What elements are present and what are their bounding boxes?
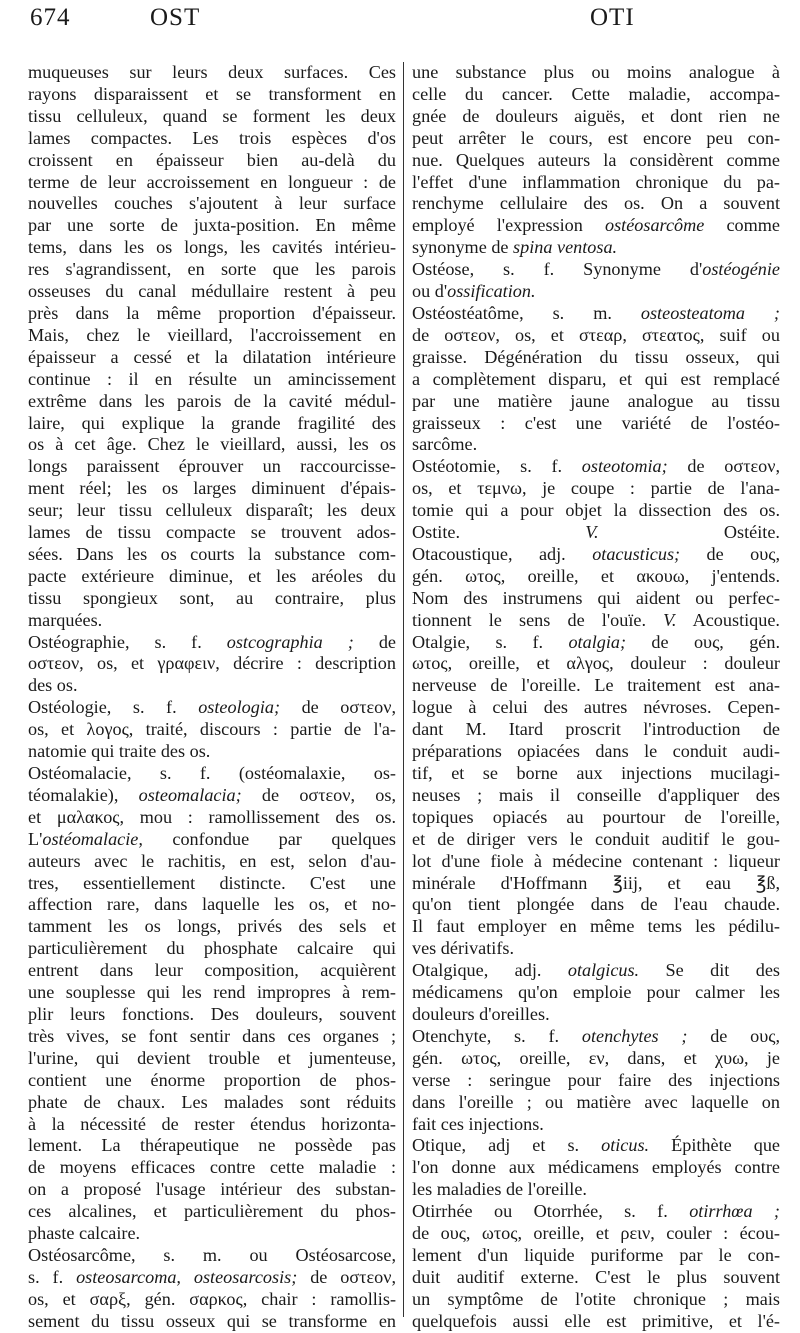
text-line xyxy=(28,193,396,215)
line-text: dant M. Itard proscrit l'introduction de xyxy=(412,719,780,740)
line-text-tail: Acoustique. xyxy=(676,609,780,630)
line-text: Otenchyte, s. f. xyxy=(412,1025,582,1046)
text-line xyxy=(28,588,396,610)
text-line xyxy=(28,106,396,128)
text-line xyxy=(412,938,780,960)
text-line xyxy=(412,1048,780,1070)
text-line xyxy=(412,588,780,610)
line-text-tail: comme xyxy=(704,215,780,236)
text-line xyxy=(412,1157,780,1179)
line-text-tail: de οστεον, os, xyxy=(241,784,397,805)
text-line xyxy=(412,960,780,982)
text-line xyxy=(412,1311,780,1333)
line-text: nouvelles couches s'ajoutent à leur surface xyxy=(28,193,396,214)
line-text: verse : seringue pour faire des injections xyxy=(412,1069,780,1090)
line-text: tissu celluleux, quand se forment les deux xyxy=(28,105,396,126)
text-line xyxy=(28,62,396,84)
line-italic: V. xyxy=(585,522,599,543)
line-text-tail: Se dit des xyxy=(639,960,780,981)
line-text: nue. Quelques auteurs la considèrent comme xyxy=(412,149,780,170)
text-line xyxy=(28,215,396,237)
text-line xyxy=(28,281,396,303)
line-italic: oticus. xyxy=(601,1135,650,1156)
text-line xyxy=(28,763,396,785)
text-line xyxy=(28,1070,396,1092)
line-text: graisseux : c'est une variété de l'ostéo- xyxy=(412,412,780,433)
line-italic: V. xyxy=(663,609,677,630)
line-text: os, et λογος, traité, discours : partie de l'a- xyxy=(28,719,396,740)
text-line xyxy=(28,522,396,544)
line-text: tres, essentiellement distincte. C'est une xyxy=(28,872,396,893)
text-line xyxy=(412,785,780,807)
line-text: duit auditif externe. C'est le plus souvent xyxy=(412,1266,780,1287)
text-line xyxy=(412,84,780,106)
text-line xyxy=(412,632,780,654)
line-text: Ostite. xyxy=(412,522,586,543)
line-text: os, et σαρξ, gén. σαρκος, chair : ramollis- xyxy=(28,1288,396,1309)
line-text: os à cet âge. Chez le vieillard, aussi, les os xyxy=(28,434,396,455)
line-text: contient une énorme proportion de phos- xyxy=(28,1069,396,1090)
line-text: tionnent le sens de l'ouïe. xyxy=(412,609,664,630)
text-line xyxy=(412,1092,780,1114)
left-column xyxy=(28,62,396,1333)
text-line xyxy=(28,873,396,895)
text-line xyxy=(28,369,396,391)
line-text: synonyme de xyxy=(412,237,514,258)
line-text: a complètement disparu, et qui est remplacé xyxy=(412,368,780,389)
line-text: Ostéotomie, s. f. xyxy=(412,456,582,477)
line-text: longs paraissent éprouver un raccourcisse- xyxy=(28,456,396,477)
line-italic: osteologia; xyxy=(198,697,281,718)
line-text: terme de leur accroissement en longueur : de xyxy=(28,171,396,192)
text-line xyxy=(28,478,396,500)
line-text: s. f. xyxy=(28,1266,77,1287)
text-line xyxy=(28,1048,396,1070)
column-divider xyxy=(403,62,404,1317)
text-line xyxy=(412,1201,780,1223)
line-text: particulièrement du phosphate calcaire qui xyxy=(28,938,396,959)
text-line xyxy=(412,697,780,719)
text-line xyxy=(412,369,780,391)
line-text: Ostéostéatôme, s. m. xyxy=(412,302,641,323)
text-line xyxy=(412,281,780,303)
line-text: par une matière jaune analogue au tissu xyxy=(412,390,780,411)
text-line xyxy=(412,106,780,128)
line-text: Il faut employer en même tems les pédilu- xyxy=(412,916,780,937)
line-text: sement du tissu osseux qui se transforme en xyxy=(28,1310,396,1331)
text-line xyxy=(412,1267,780,1289)
line-text: près dans la même proportion d'épaisseur. xyxy=(28,302,396,323)
line-text: Otacoustique, adj. xyxy=(412,543,593,564)
text-line xyxy=(412,325,780,347)
text-line xyxy=(28,1223,396,1245)
line-text: Ostéologie, s. f. xyxy=(28,697,199,718)
text-line xyxy=(412,851,780,873)
line-text: affection rare, dans laquelle les os, et no- xyxy=(28,894,396,915)
line-text: quelquefois aussi elle est primitive, et l'é- xyxy=(412,1310,780,1331)
line-text: tif, et se borne aux injections mucilagi- xyxy=(412,763,780,783)
line-text: lames de tissu compacte se trouvent ados- xyxy=(28,522,396,543)
line-text: muqueuses sur leurs deux surfaces. Ces xyxy=(28,62,396,82)
text-line xyxy=(412,522,780,544)
line-text: de οστεον, os, et στεαρ, στεατος, suif ou xyxy=(412,324,780,345)
line-text: préparations opiacées dans le conduit audi- xyxy=(412,741,780,762)
line-text: Ostéomalacie, s. f. (ostéomalaxie, os- xyxy=(28,763,396,783)
text-line xyxy=(412,413,780,435)
line-text-tail: de οστεον, xyxy=(667,456,780,477)
text-line xyxy=(28,785,396,807)
line-text-tail: de ους, xyxy=(687,1025,781,1046)
text-line xyxy=(28,84,396,106)
line-text: tissu spongieux sont, au contraire, plus xyxy=(28,587,396,608)
line-text: osseuses du canal médullaire restent à peu xyxy=(28,281,396,302)
text-line xyxy=(412,1179,780,1201)
line-text: employé l'expression xyxy=(412,215,605,236)
text-line xyxy=(412,1245,780,1267)
text-line xyxy=(28,894,396,916)
line-text-tail: les maladies de l'oreille. xyxy=(412,1179,587,1200)
text-line xyxy=(412,391,780,413)
line-text: Ostéose, s. f. Synonyme d' xyxy=(412,259,703,280)
text-line xyxy=(412,675,780,697)
line-text: topiques opiacés au pourtour de l'oreille, xyxy=(412,806,780,827)
line-text: l'effet d'une inflammation chronique du pa- xyxy=(412,171,780,192)
line-text: lement d'un liquide puriforme par le con- xyxy=(412,1244,780,1265)
line-text: logue à celui des autres névroses. Cepen- xyxy=(412,697,780,718)
line-text: L' xyxy=(28,828,43,849)
text-line xyxy=(412,544,780,566)
line-text: ment réel; les os larges diminuent d'épais- xyxy=(28,478,396,499)
line-italic: osteosarcoma, osteosarcosis; xyxy=(76,1266,298,1287)
text-line xyxy=(28,653,396,675)
text-line xyxy=(28,1004,396,1026)
line-text: ou d' xyxy=(412,281,448,302)
line-italic: otacusticus; xyxy=(592,543,681,564)
text-line xyxy=(28,675,396,697)
text-line xyxy=(28,303,396,325)
line-text: et de diriger vers le conduit auditif le gou- xyxy=(412,828,780,849)
text-line xyxy=(412,478,780,500)
line-text: sées. Dans les os courts la substance com- xyxy=(28,543,396,564)
line-text: tomie qui a pour objet la dissection des os. xyxy=(412,500,780,521)
line-text: laire, qui explique la grande fragilité des xyxy=(28,412,396,433)
text-line xyxy=(28,829,396,851)
text-line xyxy=(412,1026,780,1048)
text-line xyxy=(28,172,396,194)
text-line xyxy=(412,807,780,829)
line-text: et μαλακος, mou : ramollissement des os. xyxy=(28,806,396,827)
line-text: Otirrhée ou Otorrhée, s. f. xyxy=(412,1201,690,1222)
line-text: minérale d'Hoffmann ℥iij, et eau ℥ß, xyxy=(412,872,780,893)
line-text-tail: phaste calcaire. xyxy=(28,1223,141,1244)
line-text: gnée de douleurs aiguës, et dont rien ne xyxy=(412,105,780,126)
text-line xyxy=(28,1245,396,1267)
line-text-tail: de οστεον, xyxy=(280,697,397,718)
line-italic: otalgicus. xyxy=(567,960,640,981)
line-text: renchyme cellulaire des os. On a souvent xyxy=(412,193,780,214)
line-italic: ostéosarcôme xyxy=(604,215,705,236)
line-italic: osteotomia; xyxy=(581,456,668,477)
running-header xyxy=(30,2,780,42)
line-text: très vives, se font sentir dans ces organes ; xyxy=(28,1025,396,1046)
text-line xyxy=(412,347,780,369)
line-text: de ους, ωτος, oreille, et ρειν, couler : écou- xyxy=(412,1223,780,1244)
text-line xyxy=(412,1114,780,1136)
line-text: neuses ; mais il conseille d'appliquer des xyxy=(412,784,780,805)
line-text: extrême dans les parois de la cavité médul- xyxy=(28,390,396,411)
text-line xyxy=(28,150,396,172)
line-italic: ostéogénie xyxy=(702,259,780,280)
text-line xyxy=(412,1289,780,1311)
text-line xyxy=(28,632,396,654)
text-line xyxy=(412,215,780,237)
text-line xyxy=(412,566,780,588)
line-text: Ostéosarcôme, s. m. ou Ostéosarcose, xyxy=(28,1244,396,1265)
text-line xyxy=(28,128,396,150)
line-text-tail: confondue par quelques xyxy=(142,828,396,849)
line-text: lot d'une fiole à médecine contenant : liqueur xyxy=(412,850,780,871)
text-line xyxy=(28,413,396,435)
line-text-tail: des os. xyxy=(28,675,78,696)
page-number: 674 xyxy=(30,4,71,31)
line-text: épaisseur a cessé et la dilatation intérieure xyxy=(28,346,396,367)
line-italic: ostéomalacie, xyxy=(42,828,143,849)
line-text: auteurs avec le rachitis, en est, selon d'au- xyxy=(28,850,396,871)
line-italic: otirrhœa ; xyxy=(689,1201,780,1222)
line-text: l'urine, qui devient trouble et jumenteuse, xyxy=(28,1047,396,1068)
line-text: οστεον, os, et γραφειν, décrire : description xyxy=(28,653,396,674)
line-text: plir leurs fonctions. Des douleurs, souvent xyxy=(28,1003,396,1024)
line-text: Ostéographie, s. f. xyxy=(28,631,227,652)
text-line xyxy=(412,434,780,456)
line-text-tail: de ους, xyxy=(680,543,781,564)
text-line xyxy=(28,500,396,522)
text-line xyxy=(28,566,396,588)
text-line xyxy=(412,610,780,632)
text-line xyxy=(412,741,780,763)
text-line xyxy=(28,1267,396,1289)
text-line xyxy=(28,1179,396,1201)
text-line xyxy=(412,1004,780,1026)
text-line xyxy=(28,1201,396,1223)
line-text-tail: fait ces injections. xyxy=(412,1113,544,1134)
text-line xyxy=(28,347,396,369)
text-line xyxy=(412,829,780,851)
line-text-tail: douleurs d'oreilles. xyxy=(412,1003,550,1024)
line-text: nerveuse de l'oreille. Le traitement est ana- xyxy=(412,675,780,696)
text-line xyxy=(28,456,396,478)
text-line xyxy=(28,719,396,741)
line-text: phate de chaux. Les malades sont réduits xyxy=(28,1091,396,1112)
line-text: tamment les os longs, privés des sels et xyxy=(28,916,396,937)
line-text: Mais, chez le vieillard, l'accroissement en xyxy=(28,324,396,345)
text-line xyxy=(28,544,396,566)
line-italic: osteomalacia; xyxy=(138,784,242,805)
line-text-tail: ves dérivatifs. xyxy=(412,938,515,959)
line-text: lames compactes. Les trois espèces d'os xyxy=(28,127,396,148)
line-text: l'on donne aux médicamens employés contre xyxy=(412,1157,780,1178)
text-line xyxy=(28,807,396,829)
line-italic: osteosteatoma ; xyxy=(640,302,780,323)
text-line xyxy=(28,938,396,960)
text-line xyxy=(412,916,780,938)
line-text: entrent dans leur composition, acquièrent xyxy=(28,960,396,981)
right-running-head: OTI xyxy=(590,4,635,31)
line-text: ces alcalines, et particulièrement du phos- xyxy=(28,1201,396,1222)
text-line xyxy=(412,894,780,916)
line-text: continue : il en résulte un amincissement xyxy=(28,368,396,389)
line-italic: otalgia; xyxy=(568,631,627,652)
line-text: gén. ωτος, oreille, et ακουω, j'entends. xyxy=(412,565,780,586)
text-line xyxy=(28,1026,396,1048)
line-text: peut arrêter le cours, est encore peu con- xyxy=(412,127,780,148)
line-italic: otenchytes ; xyxy=(581,1025,688,1046)
line-text: rayons disparaissent et se transforment en xyxy=(28,83,396,104)
line-text-tail: sarcôme. xyxy=(412,434,478,455)
text-line xyxy=(412,653,780,675)
text-line xyxy=(412,172,780,194)
line-text: pacte extérieure diminue, et les aréoles du xyxy=(28,565,396,586)
line-text-tail: Épithète que xyxy=(649,1135,780,1156)
line-text: une souplesse qui les rend impropres à rem- xyxy=(28,982,396,1003)
line-text: Nom des instrumens qui aident ou perfec- xyxy=(412,587,780,608)
line-text: res s'agrandissent, en sorte que les parois xyxy=(28,259,396,280)
line-text: Otalgique, adj. xyxy=(412,960,568,981)
line-text: graisse. Dégénération du tissu osseux, qui xyxy=(412,346,780,367)
line-text: croissent en épaisseur bien au-delà du xyxy=(28,149,396,170)
line-text: lement. La thérapeutique ne possède pas xyxy=(28,1135,396,1156)
text-line xyxy=(412,1070,780,1092)
text-line xyxy=(412,500,780,522)
line-text: Otique, adj et s. xyxy=(412,1135,602,1156)
line-text: téomalakie), xyxy=(28,784,139,805)
text-line xyxy=(28,325,396,347)
text-line xyxy=(412,719,780,741)
text-line xyxy=(28,1092,396,1114)
text-line xyxy=(412,237,780,259)
text-line xyxy=(28,237,396,259)
text-line xyxy=(28,1289,396,1311)
line-text-tail: natomie qui traite des os. xyxy=(28,741,211,762)
text-line xyxy=(28,259,396,281)
line-text: ωτος, oreille, et αλγος, douleur : douleur xyxy=(412,653,780,674)
line-italic: ossification. xyxy=(447,281,536,302)
text-line xyxy=(28,1114,396,1136)
line-text-tail: de οστεον, xyxy=(297,1266,396,1287)
line-text: on a proposé l'usage intérieur des substan- xyxy=(28,1179,396,1200)
line-text: Otalgie, s. f. xyxy=(412,631,569,652)
line-text-tail: marquées. xyxy=(28,609,103,630)
line-italic: ostcographia ; xyxy=(226,631,354,652)
line-italic: spina ventosa. xyxy=(513,237,618,258)
text-line xyxy=(412,259,780,281)
text-line xyxy=(28,851,396,873)
text-line xyxy=(28,741,396,763)
line-text: un symptôme de l'otite chronique ; mais xyxy=(412,1288,780,1309)
line-text: de moyens efficaces contre cette maladie : xyxy=(28,1157,396,1178)
line-text: par une sorte de juxta-position. En même xyxy=(28,215,396,236)
text-line xyxy=(412,193,780,215)
text-line xyxy=(412,62,780,84)
text-line xyxy=(28,391,396,413)
line-text: une substance plus ou moins analogue à xyxy=(412,62,780,82)
line-text: tems, dans les os longs, les cavités intérieu- xyxy=(28,237,396,258)
text-line xyxy=(412,873,780,895)
text-line xyxy=(412,1223,780,1245)
text-line xyxy=(412,303,780,325)
line-text: seur; leur tissu celluleux disparaît; les deux xyxy=(28,500,396,521)
left-running-head: OST xyxy=(150,4,201,31)
text-line xyxy=(28,434,396,456)
text-line xyxy=(28,960,396,982)
line-text-tail: de xyxy=(353,631,396,652)
line-text: à la nécessité de rester étendus horizonta- xyxy=(28,1113,396,1134)
text-line xyxy=(28,1311,396,1333)
text-line xyxy=(28,610,396,632)
text-line xyxy=(412,1135,780,1157)
right-column xyxy=(412,62,780,1333)
text-line xyxy=(412,982,780,1004)
text-line xyxy=(28,1157,396,1179)
text-line xyxy=(412,456,780,478)
text-line xyxy=(412,128,780,150)
text-line xyxy=(28,982,396,1004)
text-line xyxy=(412,763,780,785)
line-text: gén. ωτος, oreille, εν, dans, et χυω, je xyxy=(412,1047,780,1068)
text-line xyxy=(412,150,780,172)
line-text: celle du cancer. Cette maladie, accompa- xyxy=(412,83,780,104)
line-text: dans l'oreille ; ou matière avec laquelle on xyxy=(412,1091,780,1112)
text-line xyxy=(28,697,396,719)
text-line xyxy=(28,916,396,938)
line-text-tail: de ους, gén. xyxy=(626,631,781,652)
line-text: qu'on tient plongée dans de l'eau chaude. xyxy=(412,894,780,915)
text-line xyxy=(28,1135,396,1157)
line-text: os, et τεμνω, je coupe : partie de l'ana- xyxy=(412,478,780,499)
line-text-tail: Ostéite. xyxy=(598,522,780,543)
line-text: médicamens qu'on emploie pour calmer les xyxy=(412,982,780,1003)
